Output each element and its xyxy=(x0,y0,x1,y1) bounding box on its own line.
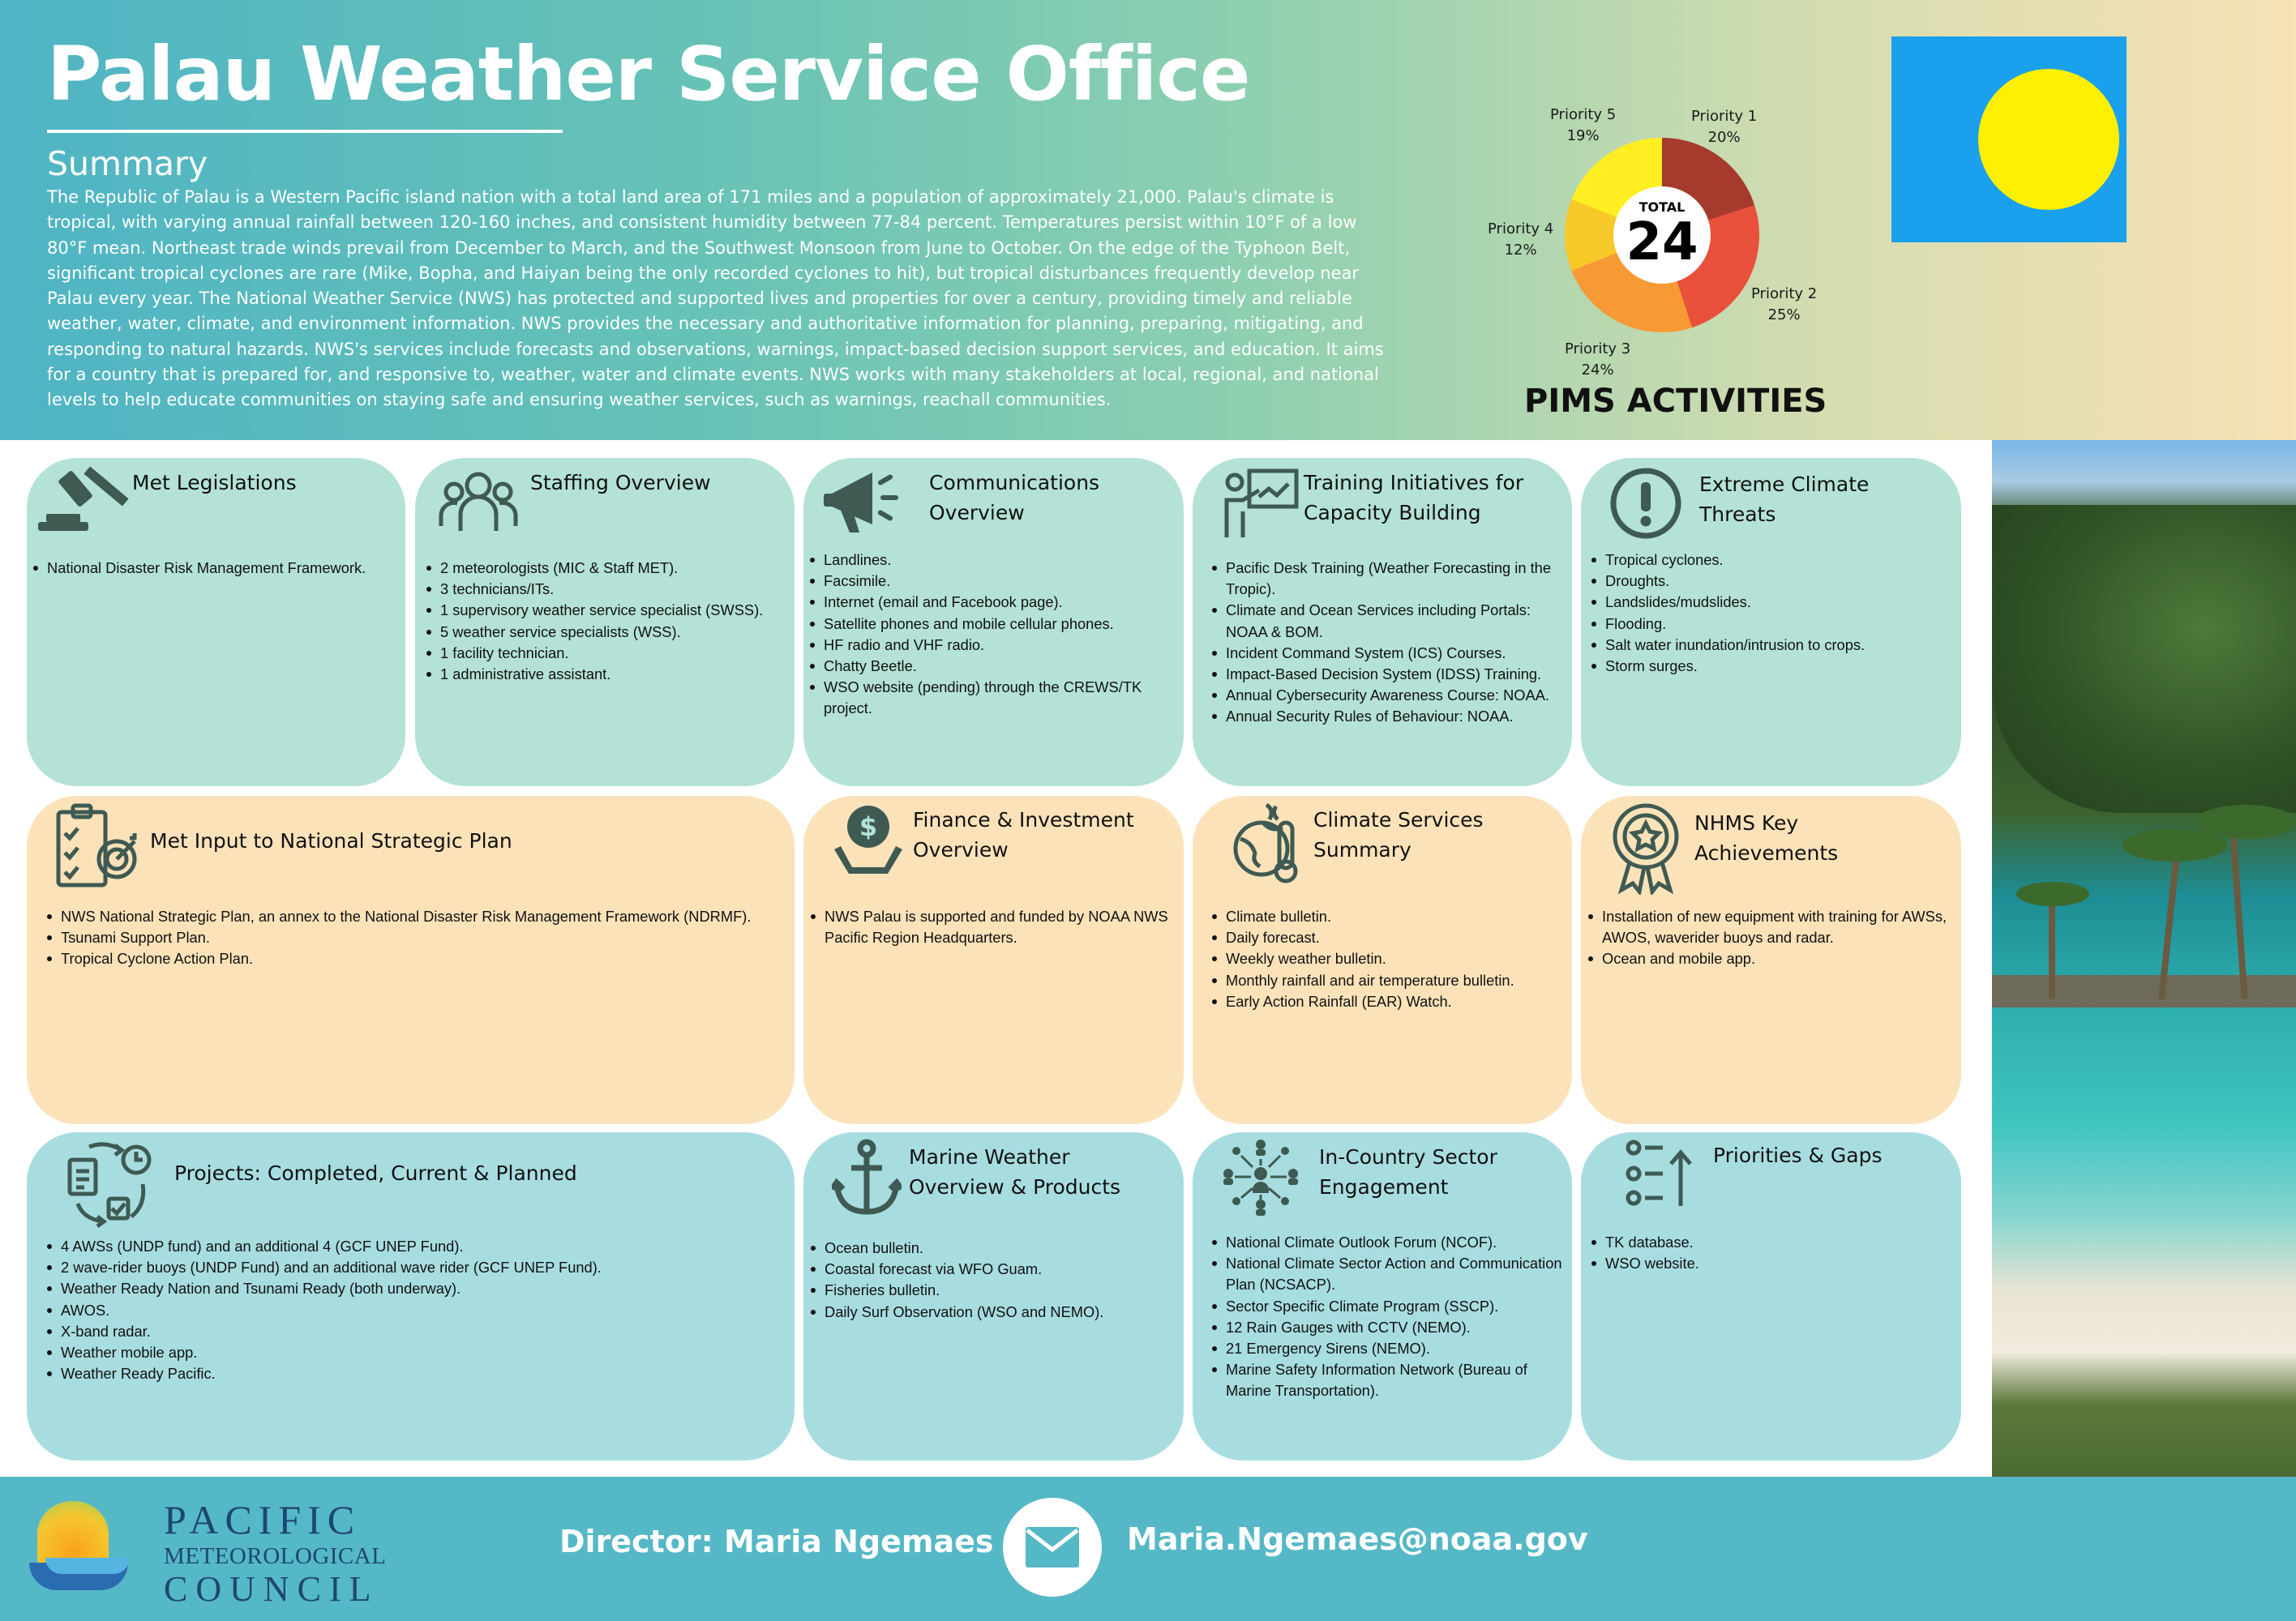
list-item: National Disaster Risk Management Framework. xyxy=(31,558,396,579)
envelope-icon xyxy=(1003,1498,1102,1597)
pims-activities-title: PIMS ACTIVITIES xyxy=(1524,383,1827,420)
list-item: Impact-Based Decision System (IDSS) Training. xyxy=(1210,664,1570,685)
priority-4-label: Priority 4 12% xyxy=(1488,220,1554,259)
card-list xyxy=(1586,906,1955,970)
photo-forested-island xyxy=(1992,505,2296,813)
list-item: WSO website. xyxy=(1589,1253,1954,1274)
alert-exclamation-icon xyxy=(1607,464,1685,546)
card-list xyxy=(1210,1232,1570,1402)
photo-palm-trunk xyxy=(2049,894,2055,999)
title-underline xyxy=(47,130,563,133)
list-item: Salt water inundation/intrusion to crops. xyxy=(1589,635,1954,656)
summary-heading: Summary xyxy=(47,144,208,183)
list-item: National Climate Sector Action and Communication Plan (NCSACP). xyxy=(1210,1253,1570,1295)
card-list xyxy=(424,558,789,685)
globe-thermometer-icon xyxy=(1229,798,1310,892)
donut-total-value: 24 xyxy=(1626,212,1698,272)
list-item: Tsunami Support Plan. xyxy=(45,927,774,948)
list-item: 5 weather service specialists (WSS). xyxy=(424,622,789,643)
card-list xyxy=(808,1238,1173,1323)
list-item: Climate bulletin. xyxy=(1210,906,1570,927)
card-title: Training Initiatives for Capacity Building xyxy=(1304,471,1524,524)
summary-text: The Republic of Palau is a Western Pacific island nation with a total land area of 171 miles and a population of approximately 21,000. Palau's climate is tropical, with varying annual rainfall between 120-160 inches, and consistent humidity between 77-84 percent. Temperatures persist within 10°F of a low 80°F mean. Northeast trade winds prevail from December to March, and the Southwest Monsoon from June to October. On the edge of the Typhoon Belt, significant tropical cyclones are rare (Mike, Bopha, and Haiyan being the only recorded cyclones to hit), but tropical disturbances frequently develop near Palau every year. The National Weather Service (NWS) has protected and supported lives and properties for over a century, providing timely and reliable weather, water, climate, and environment information. NWS provides the necessary and authoritative information for planning, preparing, mitigating, and responding to natural hazards. NWS's services include forecasts and observations, warnings, impact-based decision support services, and education. It aims for a country that is prepared for, and responsive to, weather, water and climate events. NWS works with many stakeholders at local, regional, and national levels to help educate communities on staying safe and ensuring weather services, such as warnings, reachall communities. xyxy=(47,187,1384,410)
card-title: Staffing Overview xyxy=(530,471,711,494)
list-item: Installation of new equipment with training for AWSs, AWOS, waverider buoys and radar. xyxy=(1586,906,1955,948)
priority-2-label: Priority 2 25% xyxy=(1751,285,1818,323)
card-title: Projects: Completed, Current & Planned xyxy=(174,1161,577,1185)
priority-1-label: Priority 1 20% xyxy=(1691,108,1758,146)
list-item: 4 AWSs (UNDP fund) and an additional 4 (GCF UNEP Fund). xyxy=(45,1236,774,1257)
card-list xyxy=(45,906,774,970)
list-item: Annual Cybersecurity Awareness Course: NOAA. xyxy=(1210,685,1570,706)
trainer-board-icon xyxy=(1220,466,1301,545)
director-email-link[interactable]: Maria.Ngemaes@noaa.gov xyxy=(1127,1521,1588,1557)
card-list xyxy=(1210,906,1570,1012)
priority-list-icon xyxy=(1626,1138,1698,1212)
megaphone-icon xyxy=(822,464,911,541)
list-item: Droughts. xyxy=(1589,571,1954,592)
pmc-logo-line1: PACIFIC xyxy=(164,1497,362,1542)
list-item: WSO website (pending) through the CREWS/TK project. xyxy=(807,677,1176,719)
pmc-logo-line3: COUNCIL xyxy=(164,1569,379,1609)
list-item: Incident Command System (ICS) Courses. xyxy=(1210,643,1570,664)
list-item: Facsimile. xyxy=(807,571,1176,592)
list-item: Marine Safety Information Network (Bureau of Marine Transportation). xyxy=(1210,1359,1570,1401)
list-item: Weather Ready Pacific. xyxy=(45,1363,774,1384)
list-item: Satellite phones and mobile cellular phones. xyxy=(807,614,1176,635)
pmc-logo-wave-light xyxy=(45,1558,130,1574)
list-item: Chatty Beetle. xyxy=(807,656,1176,677)
donut-total-label: TOTAL xyxy=(1638,199,1686,215)
anchor-icon xyxy=(832,1137,902,1222)
list-item: 1 administrative assistant. xyxy=(424,664,789,685)
card-list xyxy=(808,906,1173,948)
card-title: Met Legislations xyxy=(132,471,297,494)
list-item: Weather Ready Nation and Tsunami Ready (both underway). xyxy=(45,1278,774,1299)
svg-text:$: $ xyxy=(859,811,878,842)
list-item: 1 supervisory weather service specialist (SWSS). xyxy=(424,600,789,621)
list-item: Weekly weather bulletin. xyxy=(1210,948,1570,969)
list-item: 21 Emergency Sirens (NEMO). xyxy=(1210,1338,1570,1359)
palau-flag-moon xyxy=(1978,69,2119,210)
director-name: Director: Maria Ngemaes xyxy=(559,1524,994,1559)
priority-3-label: Priority 3 24% xyxy=(1565,340,1631,379)
list-item: HF radio and VHF radio. xyxy=(807,635,1176,656)
network-people-icon xyxy=(1220,1138,1301,1223)
card-title: Met Input to National Strategic Plan xyxy=(150,829,512,853)
money-hands-icon xyxy=(831,802,906,887)
list-item: 12 Rain Gauges with CCTV (NEMO). xyxy=(1210,1317,1570,1338)
list-item: Internet (email and Facebook page). xyxy=(807,592,1176,613)
list-item: 2 wave-rider buoys (UNDP Fund) and an additional wave rider (GCF UNEP Fund). xyxy=(45,1257,774,1278)
island-photo xyxy=(1992,440,2296,1477)
list-item: Landslides/mudslides. xyxy=(1589,592,1954,613)
gavel-icon xyxy=(34,464,139,545)
card-title: Communications Overview xyxy=(929,471,1100,524)
list-item: Monthly rainfall and air temperature bulletin. xyxy=(1210,970,1570,991)
list-item: Ocean bulletin. xyxy=(808,1238,1173,1259)
card-title: Finance & Investment Overview xyxy=(913,808,1134,862)
list-item: NWS National Strategic Plan, an annex to the National Disaster Risk Management Framework (NDRMF). xyxy=(45,906,774,927)
list-item: Fisheries bulletin. xyxy=(808,1280,1173,1301)
checklist-target-icon xyxy=(52,802,141,896)
card-list xyxy=(1210,558,1570,728)
project-cycle-icon xyxy=(65,1139,154,1232)
list-item: Climate and Ocean Services including Portals: NOAA & BOM. xyxy=(1210,600,1570,642)
list-item: Coastal forecast via WFO Guam. xyxy=(808,1259,1173,1280)
list-item: Daily forecast. xyxy=(1210,927,1570,948)
list-item: Landlines. xyxy=(807,550,1176,571)
card-list xyxy=(1589,1232,1954,1274)
pmc-logo-line2: METEOROLOGICAL xyxy=(164,1543,387,1569)
list-item: Ocean and mobile app. xyxy=(1586,948,1955,969)
pmc-logo-sun xyxy=(37,1501,109,1566)
list-item: Pacific Desk Training (Weather Forecasting in the Tropic). xyxy=(1210,558,1570,600)
photo-palm-trunk xyxy=(2229,821,2247,999)
card-title: In-Country Sector Engagement xyxy=(1319,1145,1497,1199)
card-list xyxy=(1589,550,1954,677)
list-item: Daily Surf Observation (WSO and NEMO). xyxy=(808,1302,1173,1323)
list-item: 2 meteorologists (MIC & Staff MET). xyxy=(424,558,789,579)
priority-5-label: Priority 5 19% xyxy=(1550,106,1617,144)
card-title: Priorities & Gaps xyxy=(1713,1144,1883,1167)
photo-stone-wall xyxy=(1992,975,2296,1007)
card-list xyxy=(31,558,396,579)
list-item: TK database. xyxy=(1589,1232,1954,1253)
people-group-icon xyxy=(438,464,519,541)
card-title: NHMS Key Achievements xyxy=(1694,811,1839,865)
list-item: NWS Palau is supported and funded by NOAA NWS Pacific Region Headquarters. xyxy=(808,906,1173,948)
list-item: 1 facility technician. xyxy=(424,643,789,664)
list-item: Flooding. xyxy=(1589,614,1954,635)
list-item: Weather mobile app. xyxy=(45,1342,774,1363)
list-item: Storm surges. xyxy=(1589,656,1954,677)
photo-palm-fronds xyxy=(2195,805,2296,839)
list-item: Sector Specific Climate Program (SSCP). xyxy=(1210,1296,1570,1317)
list-item: Early Action Rainfall (EAR) Watch. xyxy=(1210,991,1570,1012)
card-title: Marine Weather Overview & Products xyxy=(909,1145,1121,1199)
award-ribbon-icon xyxy=(1607,801,1685,899)
card-list xyxy=(807,550,1176,720)
card-list xyxy=(45,1236,774,1384)
card-title: Climate Services Summary xyxy=(1313,808,1484,862)
list-item: Annual Security Rules of Behaviour: NOAA. xyxy=(1210,706,1570,727)
list-item: Tropical cyclones. xyxy=(1589,550,1954,571)
list-item: National Climate Outlook Forum (NCOF). xyxy=(1210,1232,1570,1253)
list-item: AWOS. xyxy=(45,1300,774,1321)
list-item: X-band radar. xyxy=(45,1321,774,1342)
card-title: Extreme Climate Threats xyxy=(1699,473,1870,526)
photo-palm-fronds xyxy=(2016,882,2089,906)
list-item: Tropical Cyclone Action Plan. xyxy=(45,948,774,969)
page-title: Palau Weather Service Office xyxy=(47,31,1250,118)
list-item: 3 technicians/ITs. xyxy=(424,579,789,600)
